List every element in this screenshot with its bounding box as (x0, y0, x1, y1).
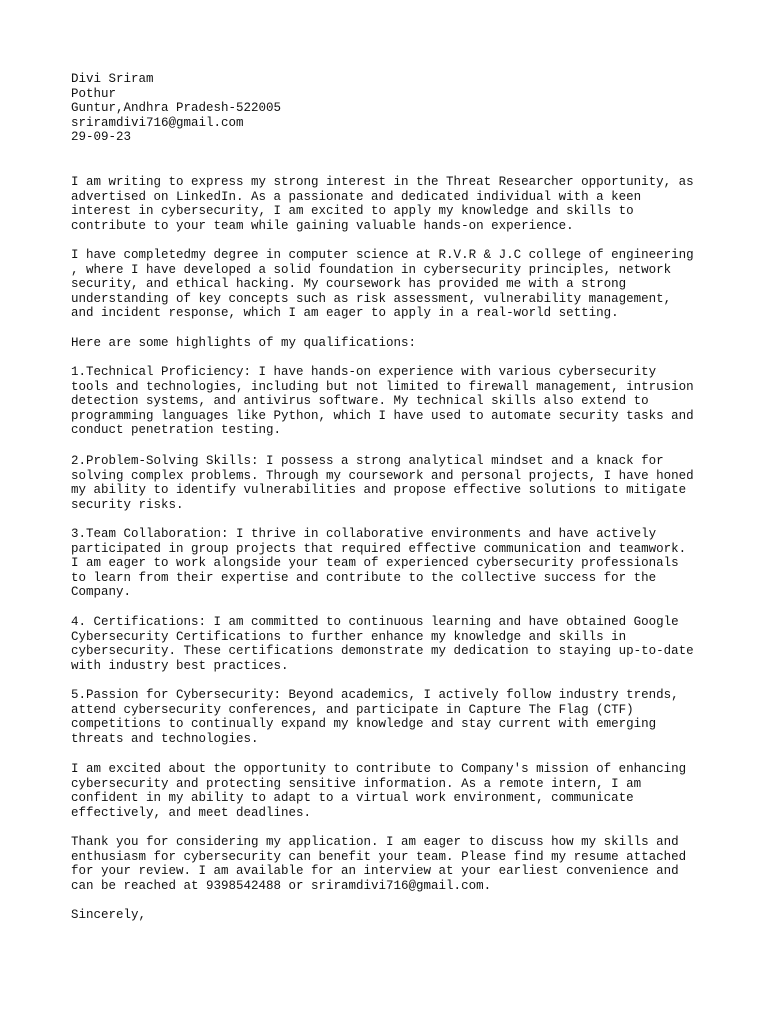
letter-date: 29-09-23 (71, 130, 132, 145)
intro-paragraph: I am writing to express my strong interest in the Threat Researcher opportunity, as advertised on LinkedIn. As a passionate and dedicated individual with a keen interest in cybersecurity, I am excited to apply my knowledge and skills to contribute to your team while gaining valuable hands-on experience. (71, 175, 694, 233)
qualification-certifications: 4. Certifications: I am committed to continuous learning and have obtained Google Cybersecurity Certifications to further enhance my knowledge and skills in cybersecurity. These certifications demonstrate my dedication to staying up-to-date with industry best practices. (71, 615, 694, 673)
closing-paragraph: Thank you for considering my application. I am eager to discuss how my skills and enthusiasm for cybersecurity can benefit your team. Please find my resume attached for your review. I am available for an interview at your earliest convenience and can be reached at 9398542488 or sriramdivi716@gmail.com. (71, 835, 687, 893)
sender-city-state-pin: Guntur,Andhra Pradesh-522005 (71, 101, 282, 116)
sender-email: sriramdivi716@gmail.com (71, 115, 244, 130)
sender-locality: Pothur (71, 86, 117, 101)
remote-paragraph: I am excited about the opportunity to contribute to Company's mission of enhancing cybersecurity and protecting sensitive information. As a remote intern, I am confident in my ability to adapt to a virtual work environment, communicate effectively, and meet deadlines. (71, 762, 687, 820)
highlights-intro: Here are some highlights of my qualifications: (71, 336, 417, 350)
education-paragraph: I have completedmy degree in computer science at R.V.R & J.C college of engineering , where I have developed a solid foundation in cybersecurity principles, network security, and ethical hacking. My coursework has provided me with a strong understanding of key concepts such as risk assessment, vulnerability management, and incident response, which I am eager to apply in a real-world setting. (71, 248, 694, 321)
qualification-team-collaboration: 3.Team Collaboration: I thrive in collaborative environments and have actively participated in group projects that required effective communication and teamwork. I am eager to work alongside your team of experienced cybersecurity professionals to learn from their expertise and contribute to the collective success for the Company. (71, 527, 687, 600)
qualification-passion: 5.Passion for Cybersecurity: Beyond academics, I actively follow industry trends, attend cybersecurity conferences, and participate in Capture The Flag (CTF) competitions to continually expand my knowledge and stay current with emerging threats and technologies. (71, 688, 679, 746)
qualification-problem-solving: 2.Problem-Solving Skills: I possess a strong analytical mindset and a knack for solving complex problems. Through my coursework and personal projects, I have honed my ability to identify vulnerabilities and propose effective solutions to mitigate security risks. (71, 454, 694, 512)
sender-address-block (71, 72, 711, 145)
sender-name: Divi Sriram (71, 72, 154, 86)
qualification-technical-proficiency: 1.Technical Proficiency: I have hands-on experience with various cybersecurity tools and technologies, including but not limited to firewall management, intrusion detection systems, and antivirus software. My technical skills also extend to programming languages like Python, which I have used to automate security tasks and conduct penetration testing. (71, 365, 694, 438)
sign-off: Sincerely, (71, 908, 147, 922)
